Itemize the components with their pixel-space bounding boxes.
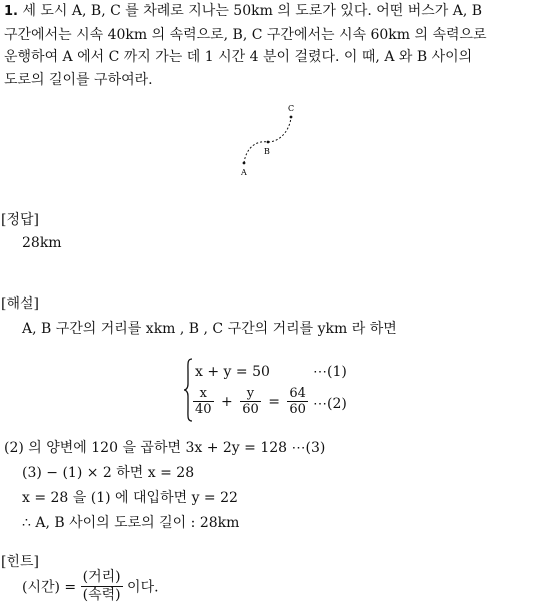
problem-text-line-4: 도로의 길이를 구하여라. (4, 71, 153, 88)
equation-2 (193, 386, 308, 422)
equals-sign: = (268, 393, 280, 410)
fraction-numerator: 64 (289, 386, 306, 401)
point-c-label: C (288, 104, 295, 113)
hint-label: [힌트] (1, 554, 39, 570)
answer-value: 28km (22, 235, 62, 251)
solution-label: [해설] (1, 296, 39, 312)
problem-line-1 (4, 0, 530, 24)
route-curve (244, 117, 291, 163)
equation-2-tag: ⋯(2) (313, 396, 347, 412)
problem-text-line-1: 세 도시 A, B, C 를 차례로 지나는 50km 의 도로가 있다. 어떤 버스가 A, B (22, 3, 483, 19)
answer-label: [정답] (1, 212, 39, 228)
solution-step-4: ∴ A, B 사이의 도로의 길이 : 28km (22, 515, 240, 531)
point-b-dot (267, 141, 270, 144)
hint-suffix: 이다. (127, 579, 159, 596)
problem-number: 1. (4, 4, 18, 19)
fraction-denominator: 60 (289, 402, 306, 417)
fraction-numerator: y (240, 386, 261, 402)
problem-text-line-2: 구간에서는 시속 40km 의 속력으로, B, C 구간에서는 시속 60km 의 속력으로 (4, 26, 487, 43)
fraction-numerator: x (193, 386, 214, 402)
hint-lhs: (시간) = (22, 579, 77, 596)
fraction-y-over-60 (240, 386, 261, 417)
fraction-denominator: 60 (242, 402, 259, 417)
fraction-64-over-60 (287, 386, 308, 417)
fraction-x-over-40 (193, 386, 214, 417)
route-diagram (230, 100, 310, 180)
hint-numerator: (거리) (82, 569, 121, 585)
solution-intro: A, B 구간의 거리를 xkm , B , C 구간의 거리를 ykm 라 하면 (22, 321, 397, 337)
fraction-denominator: 40 (195, 402, 212, 417)
solution-step-2: (3) − (1) × 2 하면 x = 28 (22, 465, 195, 481)
equation-1: x + y = 50 (195, 364, 270, 380)
equation-1-tag: ⋯(1) (313, 364, 347, 380)
solution-step-3: x = 28 을 (1) 에 대입하면 y = 22 (22, 490, 238, 506)
point-a-label: A (241, 168, 247, 177)
left-brace (183, 358, 193, 422)
point-b-label: B (264, 147, 270, 156)
problem-text-line-3: 운행하여 A 에서 C 까지 가는 데 1 시간 4 분이 걸렸다. 이 때, A 와 B 사이의 (4, 49, 473, 65)
point-c-dot (290, 116, 293, 119)
problem-statement (4, 0, 530, 91)
point-a-dot (243, 162, 246, 165)
hint-fraction (81, 569, 123, 604)
hint-formula (22, 569, 159, 604)
equation-system (183, 358, 373, 424)
plus-sign: + (221, 393, 233, 410)
solution-step-1: (2) 의 양변에 120 을 곱하면 3x + 2y = 128 ⋯(3) (4, 440, 326, 456)
hint-denominator: (속력) (82, 587, 121, 603)
